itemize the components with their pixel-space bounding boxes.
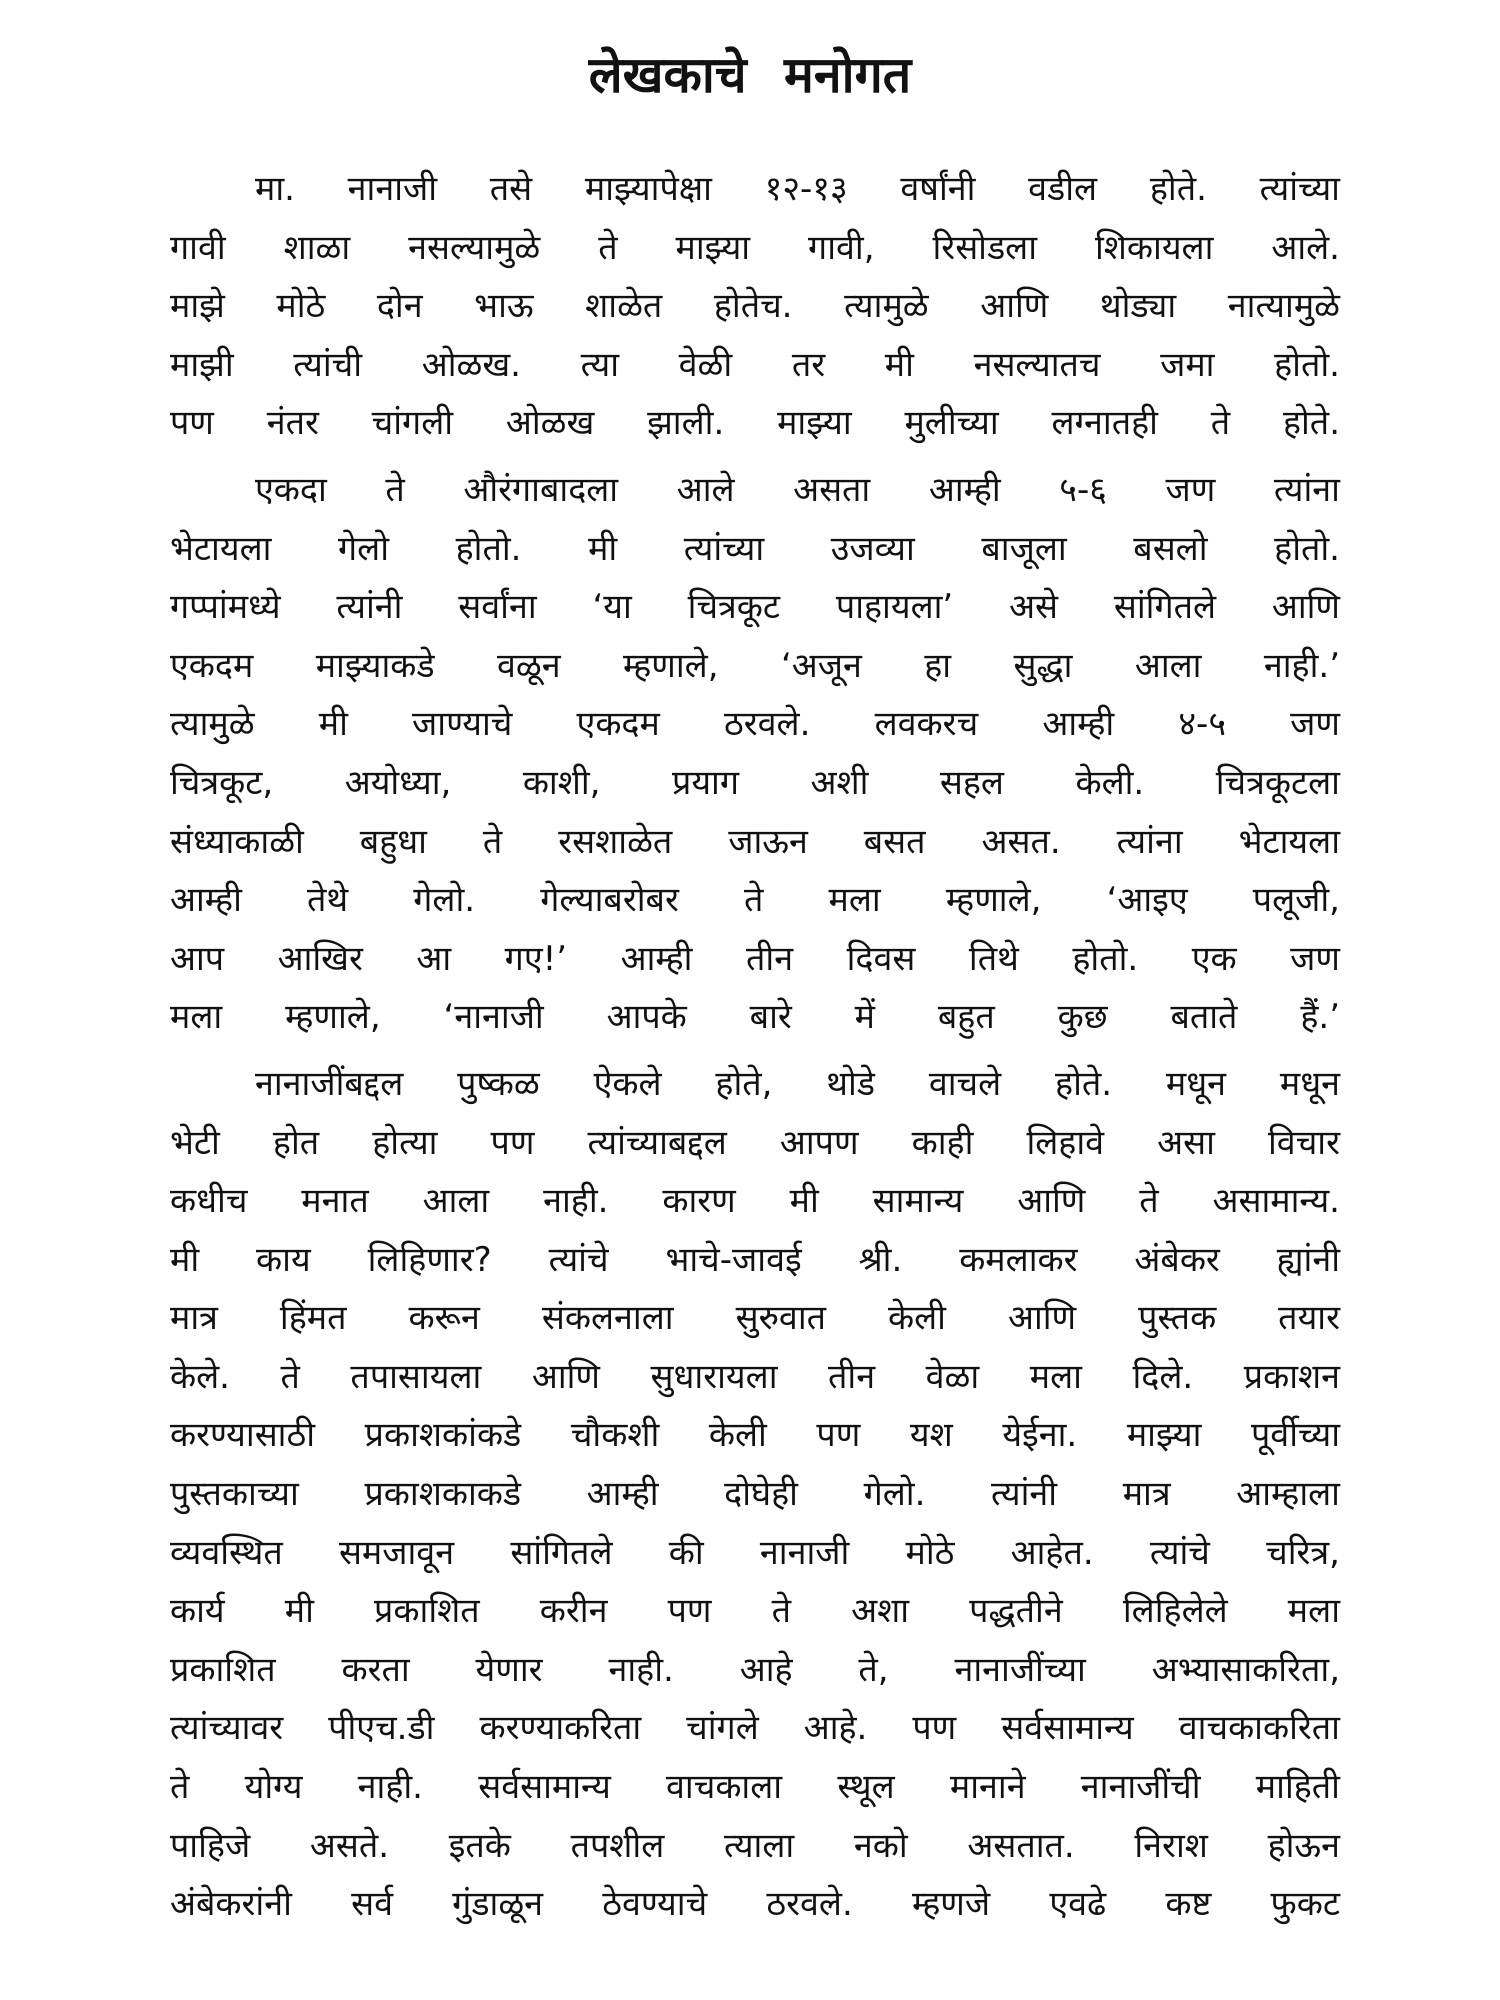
text-line: केले. ते तपासायला आणि सुधारायला तीन वेळा मला दिले. प्रकाशन	[170, 1356, 1340, 1397]
text-line: गप्पांमध्ये त्यांनी सर्वांना ‘या चित्रकूट पाहायला’ असे सांगितले आणि	[170, 587, 1340, 628]
text-line: मा. नानाजी तसे माझ्यापेक्षा १२-१३ वर्षांनी वडील होते. त्यांच्या	[255, 169, 1340, 209]
text-line: मात्र हिंमत करून संकलनाला सुरुवात केली आणि पुस्तक तयार	[170, 1298, 1340, 1339]
text-line: मी काय लिहिणार? त्यांचे भाचे-जावई श्री. कमलाकर अंबेकर ह्यांनी	[170, 1239, 1340, 1280]
text-line: नानाजींबद्दल पुष्कळ ऐकले होते, थोडे वाचले होते. मधून मधून	[255, 1063, 1340, 1104]
page-title: लेखकाचे मनोगत	[588, 46, 912, 104]
text-line: आम्ही तेथे गेलो. गेल्याबरोबर ते मला म्हणाले, ‘आइए पलूजी,	[170, 880, 1340, 921]
text-line: त्यांच्यावर पीएच.डी करण्याकरिता चांगले आहे. पण सर्वसामान्य वाचकाकरिता	[170, 1708, 1340, 1749]
text-line: एकदम माझ्याकडे वळून म्हणाले, ‘अजून हा सुद्धा आला नाही.’	[170, 645, 1340, 686]
text-line: मला म्हणाले, ‘नानाजी आपके बारे में बहुत कुछ बताते हैं.’	[170, 997, 1340, 1038]
text-line: कार्य मी प्रकाशित करीन पण ते अशा पद्धतीने लिहिलेले मला	[170, 1591, 1340, 1632]
text-line: कधीच मनात आला नाही. कारण मी सामान्य आणि ते असामान्य.	[170, 1181, 1340, 1222]
text-line: त्यामुळे मी जाण्याचे एकदम ठरवले. लवकरच आम्ही ४-५ जण	[170, 704, 1340, 745]
text-line: करण्यासाठी प्रकाशकांकडे चौकशी केली पण यश येईना. माझ्या पूर्वीच्या	[170, 1415, 1340, 1456]
body-text	[170, 160, 1340, 1942]
text-line: चित्रकूट, अयोध्या, काशी, प्रयाग अशी सहल केली. चित्रकूटला	[170, 762, 1340, 803]
text-line: एकदा ते औरंगाबादला आले असता आम्ही ५-६ जण त्यांना	[255, 469, 1340, 510]
text-line: माझे मोठे दोन भाऊ शाळेत होतेच. त्यामुळे आणि थोड्या नात्यामुळे	[170, 286, 1340, 327]
paragraph-2	[170, 461, 1340, 1047]
text-line: अंबेकरांनी सर्व गुंडाळून ठेवण्याचे ठरवले. म्हणजे एवढे कष्ट फुकट	[170, 1884, 1340, 1925]
text-line: भेटी होत होत्या पण त्यांच्याबद्दल आपण काही लिहावे असा विचार	[170, 1122, 1340, 1163]
paragraph-1	[170, 160, 1340, 453]
text-line: संध्याकाळी बहुधा ते रसशाळेत जाऊन बसत असत. त्यांना भेटायला	[170, 821, 1340, 862]
text-line: ते योग्य नाही. सर्वसामान्य वाचकाला स्थूल मानाने नानाजींची माहिती	[170, 1767, 1340, 1808]
text-line: भेटायला गेलो होतो. मी त्यांच्या उजव्या बाजूला बसलो होतो.	[170, 528, 1340, 569]
paragraph-3	[170, 1055, 1340, 1934]
text-line: व्यवस्थित समजावून सांगितले की नानाजी मोठे आहेत. त्यांचे चरित्र,	[170, 1532, 1340, 1573]
text-line: प्रकाशित करता येणार नाही. आहे ते, नानाजींच्या अभ्यासाकरिता,	[170, 1649, 1340, 1690]
text-line: आप आखिर आ गए!’ आम्ही तीन दिवस तिथे होतो. एक जण	[170, 938, 1340, 979]
text-line: पण नंतर चांगली ओळख झाली. माझ्या मुलीच्या लग्नातही ते होते.	[170, 403, 1340, 444]
text-line: माझी त्यांची ओळख. त्या वेळी तर मी नसल्यातच जमा होतो.	[170, 344, 1340, 385]
text-line: पुस्तकाच्या प्रकाशकाकडे आम्ही दोघेही गेलो. त्यांनी मात्र आम्हाला	[170, 1474, 1340, 1515]
text-line: पाहिजे असते. इतके तपशील त्याला नको असतात. निराश होऊन	[170, 1825, 1340, 1866]
text-line: गावी शाळा नसल्यामुळे ते माझ्या गावी, रिसोडला शिकायला आले.	[170, 227, 1340, 268]
